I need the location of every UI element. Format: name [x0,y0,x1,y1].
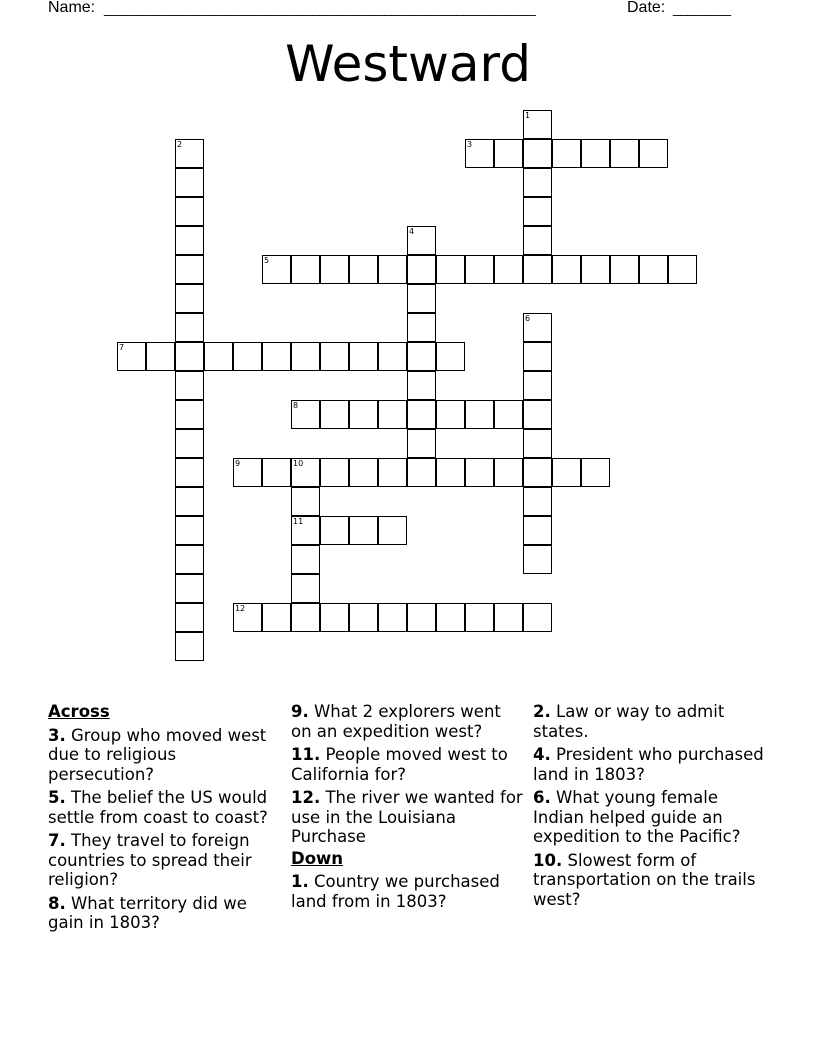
cell-number: 5 [264,256,270,265]
cell-number: 4 [409,227,415,236]
grid-cell[interactable] [175,429,204,458]
clue-down-2 [533,702,769,741]
clue-text: The belief the US would settle from coast to coast? [48,788,268,827]
grid-cell[interactable] [523,516,552,545]
grid-cell[interactable] [320,516,349,545]
grid-cell[interactable] [349,400,378,429]
grid-cell[interactable] [204,342,233,371]
grid-cell[interactable] [407,255,436,284]
clue-number: 4. [533,745,551,764]
grid-cell[interactable] [581,139,610,168]
grid-cell[interactable] [523,342,552,371]
grid-cell[interactable] [436,342,465,371]
grid-cell[interactable] [523,226,552,255]
grid-cell[interactable] [639,139,668,168]
clue-number: 8. [48,893,66,913]
grid-cell[interactable] [523,545,552,574]
clue-text: They travel to foreign countries to spread their religion? [48,831,252,889]
grid-cell[interactable] [291,458,320,487]
grid-cell[interactable] [320,342,349,371]
grid-cell[interactable] [581,458,610,487]
grid-cell[interactable] [378,603,407,632]
grid-cell[interactable] [523,197,552,226]
grid-cell[interactable] [175,226,204,255]
date-label: Date: [627,0,666,16]
clue-number: 3. [48,725,66,745]
grid-cell[interactable] [291,342,320,371]
clue-across-8 [48,894,280,933]
grid-cell[interactable] [233,342,262,371]
cell-number: 9 [235,459,241,468]
grid-cell[interactable] [465,603,494,632]
clue-down-6 [533,788,769,847]
clue-number: 11. [291,745,321,764]
grid-cell[interactable] [349,516,378,545]
clue-text: President who purchased land in 1803? [533,745,764,784]
grid-cell[interactable] [175,342,204,371]
grid-cell[interactable] [465,400,494,429]
grid-cell[interactable] [523,487,552,516]
clue-number: 9. [291,702,309,721]
page-title: Westward [285,35,531,93]
clue-text: Group who moved west due to religious persecution? [48,725,267,784]
grid-cell[interactable] [175,487,204,516]
clue-across-9 [291,702,523,741]
clue-number: 1. [291,872,309,891]
grid-cell[interactable] [494,139,523,168]
grid-cell[interactable] [407,458,436,487]
grid-cell[interactable] [523,139,552,168]
grid-cell[interactable] [233,458,262,487]
clues-column-1 [48,702,280,937]
cell-number: 6 [525,314,531,323]
grid-cell[interactable] [639,255,668,284]
grid-cell[interactable] [436,458,465,487]
grid-cell[interactable] [175,516,204,545]
grid-cell[interactable] [262,255,291,284]
grid-cell[interactable] [407,226,436,255]
grid-cell[interactable] [523,371,552,400]
grid-cell[interactable] [378,342,407,371]
down-heading: Down [291,848,344,868]
clue-number: 2. [533,702,551,721]
grid-cell[interactable] [349,255,378,284]
grid-cell[interactable] [117,342,146,371]
grid-cell[interactable] [175,284,204,313]
grid-cell[interactable] [175,545,204,574]
cell-number: 10 [293,459,304,468]
clue-across-7 [48,831,280,890]
grid-cell[interactable] [262,603,291,632]
clue-across-5 [48,788,280,827]
grid-cell[interactable] [436,603,465,632]
grid-cell[interactable] [668,255,697,284]
grid-cell[interactable] [523,110,552,139]
grid-cell[interactable] [349,458,378,487]
grid-cell[interactable] [610,255,639,284]
clue-text: People moved west to California for? [291,745,508,784]
grid-cell[interactable] [436,255,465,284]
grid-cell[interactable] [465,255,494,284]
grid-cell[interactable] [320,603,349,632]
grid-cell[interactable] [407,342,436,371]
grid-cell[interactable] [262,458,291,487]
cell-number: 12 [235,604,246,613]
cell-number: 1 [525,111,531,120]
grid-cell[interactable] [349,342,378,371]
grid-cell[interactable] [233,603,262,632]
clue-number: 7. [48,831,66,850]
grid-cell[interactable] [523,255,552,284]
grid-cell[interactable] [494,400,523,429]
clue-across-11 [291,745,523,784]
grid-cell[interactable] [378,458,407,487]
across-heading: Across [48,702,110,721]
cell-number: 3 [467,140,473,149]
grid-cell[interactable] [146,342,175,371]
grid-cell[interactable] [407,371,436,400]
clue-text: What territory did we gain in 1803? [48,893,247,932]
grid-cell[interactable] [436,400,465,429]
grid-cell[interactable] [175,400,204,429]
cell-number: 7 [119,343,125,352]
cell-number: 11 [293,517,304,526]
grid-cell[interactable] [291,487,320,516]
grid-cell[interactable] [523,400,552,429]
grid-cell[interactable] [407,313,436,342]
clue-text: Law or way to admit states. [533,702,725,741]
grid-cell[interactable] [407,284,436,313]
grid-cell[interactable] [320,400,349,429]
grid-cell[interactable] [610,139,639,168]
grid-cell[interactable] [320,255,349,284]
grid-cell[interactable] [175,603,204,632]
grid-cell[interactable] [378,516,407,545]
clue-text: Country we purchased land from in 1803? [291,872,500,911]
grid-cell[interactable] [523,429,552,458]
grid-cell[interactable] [378,255,407,284]
grid-cell[interactable] [407,603,436,632]
grid-cell[interactable] [291,545,320,574]
grid-cell[interactable] [378,400,407,429]
grid-cell[interactable] [175,371,204,400]
grid-cell[interactable] [523,458,552,487]
clue-down-4 [533,745,769,784]
clue-text: The river we wanted for use in the Louisiana Purchase [291,788,523,846]
grid-cell[interactable] [465,458,494,487]
clues-column-3 [533,702,769,913]
clue-text: Slowest form of transportation on the trails west? [533,850,756,909]
clue-number: 6. [533,788,551,807]
grid-cell[interactable] [552,458,581,487]
grid-cell[interactable] [175,168,204,197]
grid-cell[interactable] [175,458,204,487]
grid-cell[interactable] [291,255,320,284]
clue-text: What 2 explorers went on an expedition west? [291,702,501,741]
grid-cell[interactable] [552,255,581,284]
grid-cell[interactable] [465,139,494,168]
grid-cell[interactable] [175,139,204,168]
clue-number: 5. [48,788,66,807]
grid-cell[interactable] [291,574,320,603]
grid-cell[interactable] [581,255,610,284]
grid-cell[interactable] [494,458,523,487]
clue-number: 12. [291,788,321,807]
grid-cell[interactable] [523,603,552,632]
grid-cell[interactable] [523,168,552,197]
grid-cell[interactable] [175,313,204,342]
clue-down-10 [533,851,769,910]
name-line: ____________________________________________________________ [104,0,536,16]
clue-number: 10. [533,850,563,870]
grid-cell[interactable] [407,400,436,429]
date-line: ________ [673,0,731,16]
grid-cell[interactable] [349,603,378,632]
grid-cell[interactable] [407,429,436,458]
cell-number: 8 [293,401,299,410]
clue-across-3 [48,726,280,785]
grid-cell[interactable] [320,458,349,487]
grid-cell[interactable] [175,197,204,226]
clue-text: What young female Indian helped guide an expedition to the Pacific? [533,788,741,846]
cell-number: 2 [177,140,183,149]
grid-cell[interactable] [552,139,581,168]
name-label: Name: [48,0,96,16]
grid-cell[interactable] [494,255,523,284]
clues-column-2 [291,702,523,915]
grid-cell[interactable] [291,516,320,545]
clue-across-12 [291,788,523,847]
grid-cell[interactable] [291,400,320,429]
grid-cell[interactable] [262,342,291,371]
grid-cell[interactable] [494,603,523,632]
grid-cell[interactable] [175,255,204,284]
grid-cell[interactable] [291,603,320,632]
grid-cell[interactable] [175,574,204,603]
grid-cell[interactable] [175,632,204,661]
grid-cell[interactable] [523,313,552,342]
clue-down-1 [291,872,523,911]
